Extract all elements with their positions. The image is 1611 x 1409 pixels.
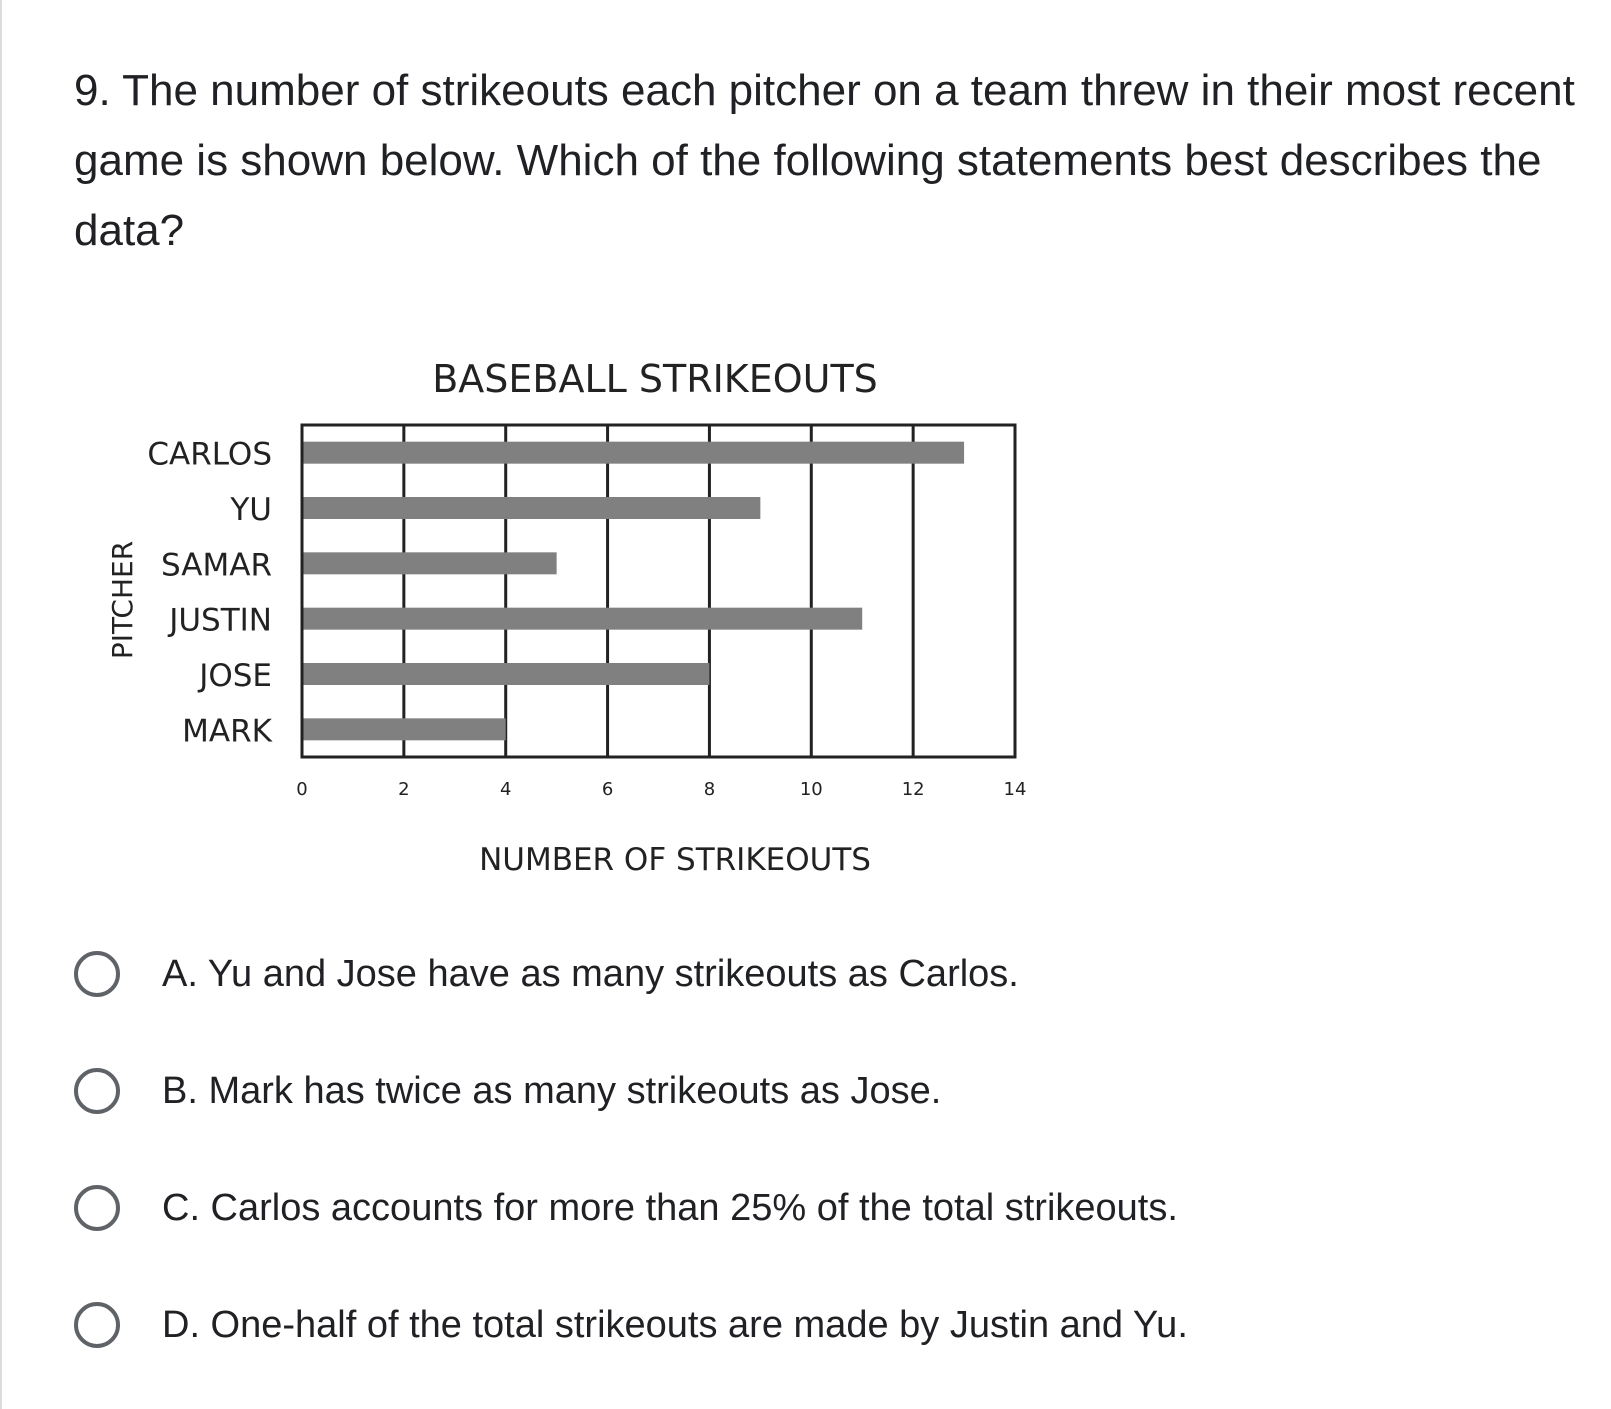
y-category-label: YU bbox=[230, 492, 272, 528]
bar-mark bbox=[302, 718, 506, 740]
option-b-label: B. Mark has twice as many strikeouts as Jose. bbox=[162, 1069, 942, 1112]
radio-circle-icon[interactable] bbox=[74, 951, 120, 997]
x-tick-label: 6 bbox=[601, 779, 614, 800]
x-tick-label: 0 bbox=[296, 779, 308, 800]
x-tick-label: 12 bbox=[901, 779, 925, 800]
option-a[interactable] bbox=[74, 944, 1474, 1004]
x-tick-label: 8 bbox=[703, 779, 716, 800]
x-tick-label: 10 bbox=[799, 779, 823, 800]
y-category-label: JOSE bbox=[199, 658, 272, 694]
option-b[interactable] bbox=[74, 1061, 1474, 1121]
question-text: 9. The number of strikeouts each pitcher on a team threw in their most recent game is shown below. Which of the following statements best describes the data? bbox=[74, 66, 1575, 255]
radio-circle-icon[interactable] bbox=[74, 1302, 120, 1348]
radio-circle-icon[interactable] bbox=[74, 1185, 120, 1231]
y-category-label: MARK bbox=[182, 713, 272, 750]
option-d[interactable] bbox=[74, 1295, 1474, 1355]
bar-justin bbox=[302, 608, 862, 630]
x-axis-label: NUMBER OF STRIKEOUTS bbox=[479, 842, 871, 878]
chart-title: BASEBALL STRIKEOUTS bbox=[432, 357, 878, 401]
option-d-label: D. One-half of the total strikeouts are made by Justin and Yu. bbox=[162, 1303, 1188, 1346]
y-category-label: SAMAR bbox=[161, 547, 272, 584]
option-a-label: A. Yu and Jose have as many strikeouts as Carlos. bbox=[162, 952, 1019, 995]
y-category-label: CARLOS bbox=[147, 436, 272, 473]
option-c[interactable] bbox=[74, 1178, 1474, 1238]
plot-frame bbox=[302, 425, 1015, 757]
x-tick-label: 2 bbox=[398, 779, 410, 800]
x-tick-label: 4 bbox=[499, 779, 512, 800]
bar-yu bbox=[302, 497, 760, 519]
bar-jose bbox=[302, 663, 709, 685]
option-c-label: C. Carlos accounts for more than 25% of the total strikeouts. bbox=[162, 1186, 1178, 1229]
y-category-label: JUSTIN bbox=[169, 602, 272, 639]
bar-carlos bbox=[302, 442, 964, 464]
bar-samar bbox=[302, 552, 557, 574]
x-tick-label: 14 bbox=[1003, 779, 1027, 800]
y-axis-label: PITCHER bbox=[106, 540, 139, 660]
radio-circle-icon[interactable] bbox=[74, 1068, 120, 1114]
